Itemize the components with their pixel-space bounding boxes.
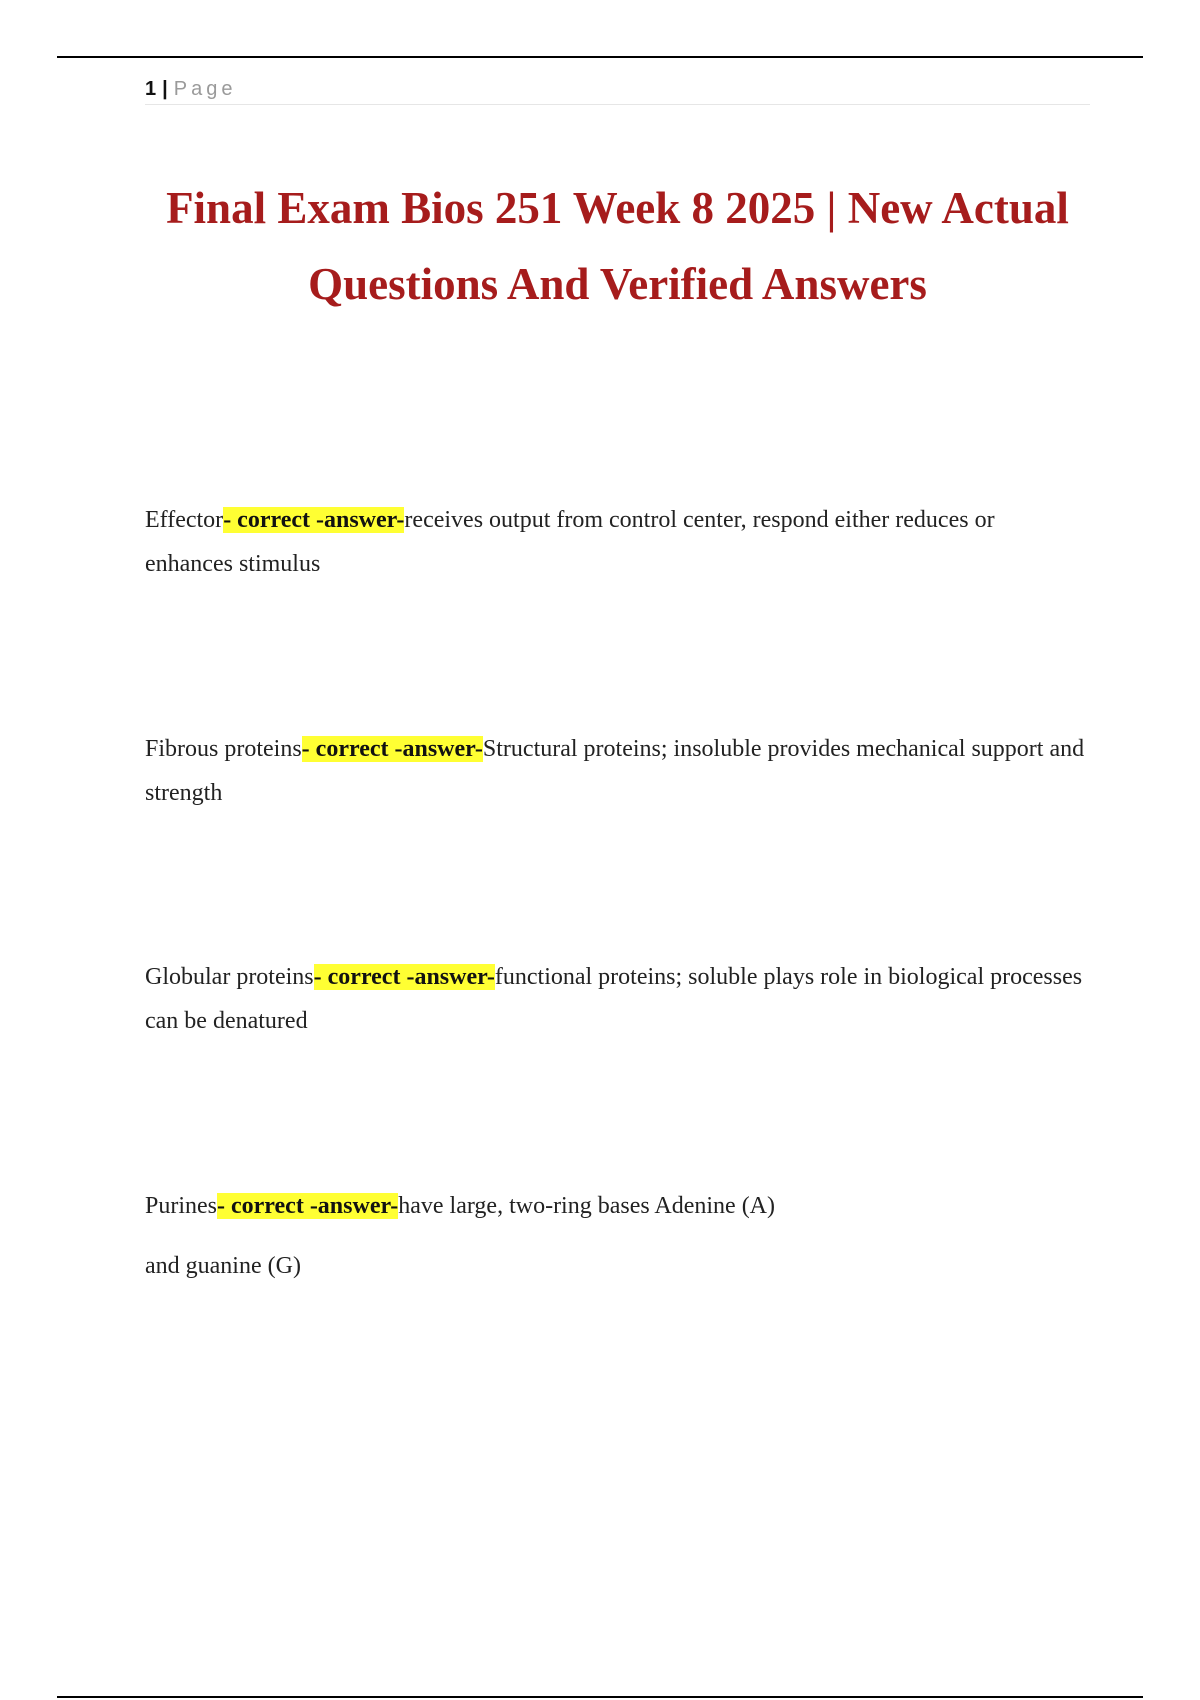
page-label: Page — [173, 78, 237, 100]
correct-answer-marker: - correct -answer- — [223, 507, 405, 533]
qa-answer: Structural proteins; insoluble provides mechanical support and strength — [145, 736, 1085, 806]
correct-answer-marker: - correct -answer- — [217, 1193, 399, 1219]
qa-answer: have large, two-ring bases Adenine (A) — [398, 1193, 776, 1219]
page-number: 1 — [145, 78, 157, 100]
bottom-page-rule — [57, 1696, 1143, 1698]
qa-term: Globular proteins — [145, 964, 314, 990]
top-page-rule — [57, 56, 1143, 58]
qa-answer-continued: and guanine (G) — [145, 1253, 301, 1279]
correct-answer-marker: - correct -answer- — [313, 964, 495, 990]
qa-term: Purines — [145, 1193, 217, 1219]
qa-answer: receives output from control center, respond either reduces or enhances stimulus — [145, 507, 995, 577]
qa-term: Fibrous proteins — [145, 736, 302, 762]
qa-item-fibrous-proteins — [145, 727, 1085, 815]
document-title: Final Exam Bios 251 Week 8 2025 | New Actual Questions And Verified Answers — [166, 183, 1069, 309]
page-number-separator: | — [162, 78, 168, 100]
qa-item-purines — [145, 1184, 1085, 1288]
qa-item-globular-proteins — [145, 955, 1085, 1043]
qa-term: Effector — [145, 507, 224, 533]
qa-item-effector — [145, 498, 1085, 586]
correct-answer-marker: - correct -answer- — [301, 736, 483, 762]
qa-answer: functional proteins; soluble plays role in biological processes can be denatured — [145, 964, 1083, 1034]
page-header — [145, 74, 1090, 105]
